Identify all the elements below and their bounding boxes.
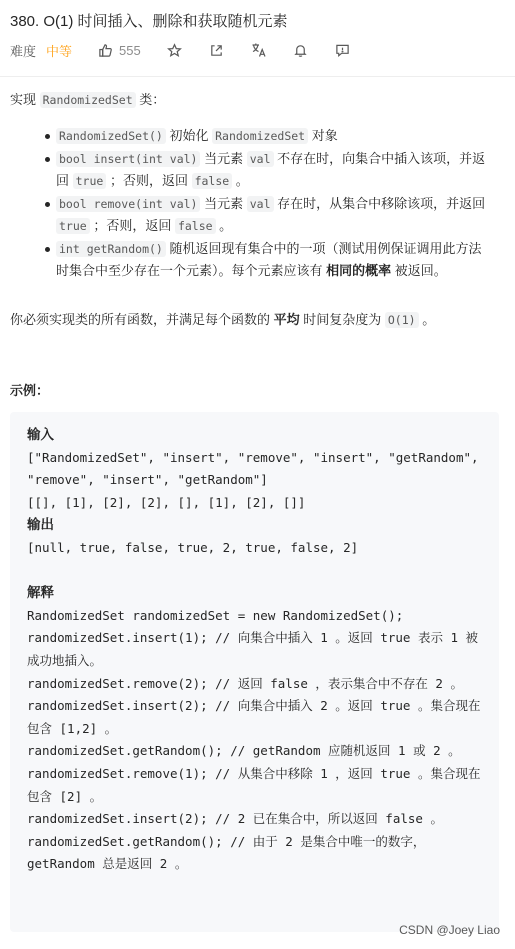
input-label: 输入	[27, 427, 54, 442]
example-block	[10, 412, 499, 932]
feedback-button[interactable]	[335, 42, 351, 58]
subscribe-button[interactable]	[293, 42, 309, 58]
share-icon	[209, 43, 224, 58]
like-button[interactable]	[98, 43, 141, 58]
like-count: 555	[119, 42, 141, 58]
favorite-button[interactable]	[167, 42, 183, 58]
explain-line: randomizedSet.insert(2); // 向集合中插入 2 。返回 true 。集合现在包含 [1,2] 。	[27, 698, 481, 736]
example-code	[27, 424, 489, 876]
bell-icon	[293, 43, 308, 58]
translate-button[interactable]	[251, 42, 267, 58]
example-heading: 示例：	[10, 383, 50, 398]
watermark: CSDN @Joey Liao	[399, 923, 500, 937]
explain-label: 解释	[27, 585, 54, 601]
list-item: RandomizedSet() 初始化 RandomizedSet 对象	[56, 125, 490, 148]
method-list	[10, 125, 490, 282]
input-args: [[], [1], [2], [2], [], [1], [2], []]	[27, 494, 306, 510]
explain-line: randomizedSet.remove(1); // 从集合中移除 1 ，返回 true 。集合现在包含 [2] 。	[27, 765, 481, 804]
difficulty-label: 难度	[10, 43, 37, 59]
problem-title: 380. O(1) 时间插入、删除和获取随机元素	[10, 13, 288, 30]
list-item: bool remove(int val) 当元素 val 存在时，从集合中移除该项，并返回 true ；否则，返回 false 。	[56, 193, 490, 238]
requirement-text: 你必须实现类的所有函数，并满足每个函数的 平均 时间复杂度为 O(1) 。	[10, 312, 436, 327]
difficulty-badge: 中等	[46, 43, 73, 59]
input-calls: ["RandomizedSet", "insert", "remove", "insert", "getRandom", "remove", "insert", "getRandom"]	[27, 449, 487, 488]
translate-icon	[251, 42, 267, 58]
problem-meta-bar	[10, 40, 377, 60]
intro-text: 实现 RandomizedSet 类：	[10, 92, 166, 107]
explain-line: randomizedSet.insert(2); // 2 已在集合中，所以返回 false 。	[27, 811, 443, 827]
share-button[interactable]	[209, 42, 225, 58]
inline-code: RandomizedSet	[40, 92, 136, 108]
thumbs-up-icon	[98, 43, 113, 58]
list-item: bool insert(int val) 当元素 val 不存在时，向集合中插入该项，并返回 true ；否则，返回 false 。	[56, 148, 490, 193]
output-label: 输出	[27, 517, 54, 533]
star-icon	[167, 43, 182, 58]
explain-line: RandomizedSet randomizedSet = new RandomizedSet();	[27, 607, 404, 623]
explain-line: randomizedSet.remove(2); // 返回 false ，表示集合中不存在 2 。	[27, 675, 463, 691]
output-values: [null, true, false, true, 2, true, false, 2]	[27, 539, 359, 555]
explain-line: randomizedSet.getRandom(); // 由于 2 是集合中唯一的数字，getRandom 总是返回 2 。	[27, 833, 426, 872]
header-divider	[0, 76, 515, 77]
explain-line: randomizedSet.insert(1); // 向集合中插入 1 。返回 true 表示 1 被成功地插入。	[27, 630, 479, 668]
list-item: int getRandom() 随机返回现有集合中的一项（测试用例保证调用此方法时集合中至少存在一个元素）。每个元素应该有 相同的概率 被返回。	[56, 238, 490, 282]
feedback-icon	[335, 43, 350, 58]
explain-line: randomizedSet.getRandom(); // getRandom 应随机返回 1 或 2 。	[27, 743, 461, 759]
